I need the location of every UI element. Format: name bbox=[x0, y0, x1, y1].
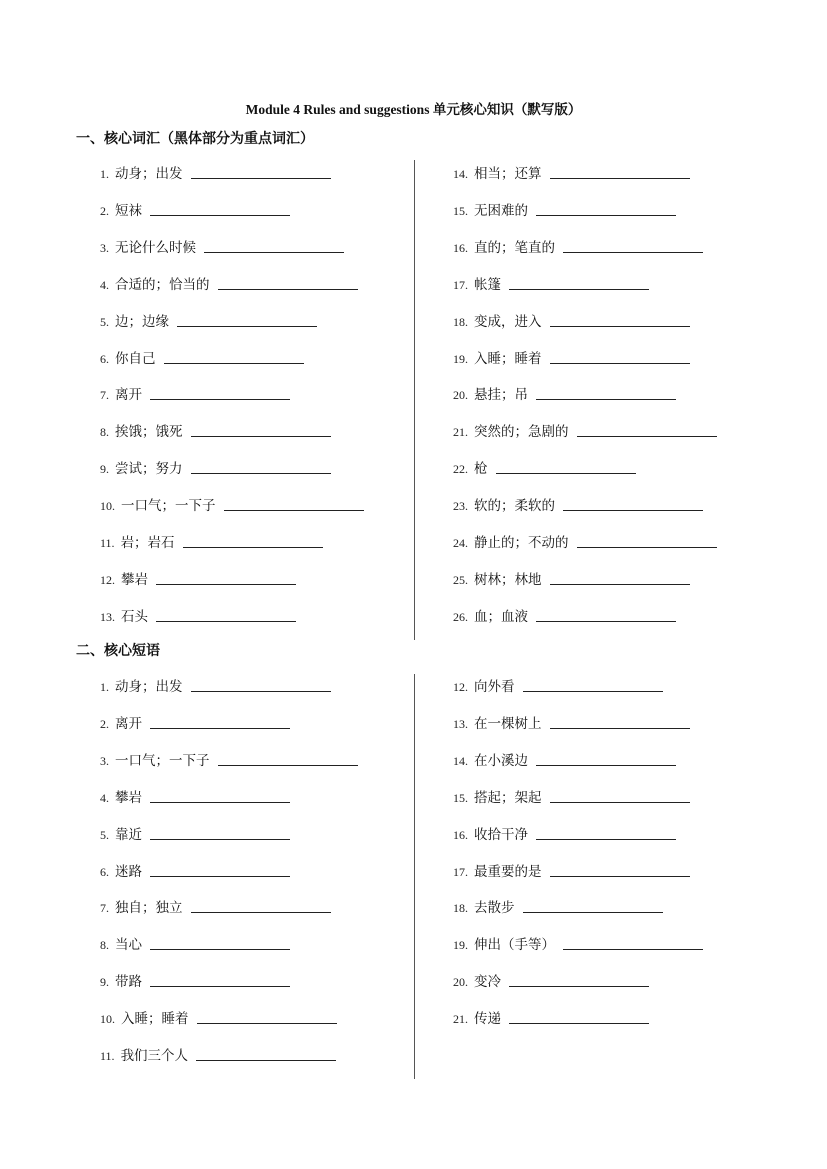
item-label: 迷路 bbox=[115, 863, 142, 880]
item-label: 岩；岩石 bbox=[120, 535, 175, 551]
item-number: 20. bbox=[453, 975, 468, 990]
item-number: 25. bbox=[453, 572, 468, 587]
item-number: 16. bbox=[453, 240, 468, 255]
list-item bbox=[100, 896, 331, 916]
list-item bbox=[100, 162, 331, 182]
list-item bbox=[100, 1044, 336, 1064]
list-item bbox=[100, 420, 331, 440]
answer-blank[interactable] bbox=[150, 727, 290, 729]
list-item bbox=[100, 273, 358, 293]
answer-blank[interactable] bbox=[150, 214, 290, 216]
answer-blank[interactable] bbox=[204, 251, 344, 253]
answer-blank[interactable] bbox=[196, 1059, 336, 1061]
item-label: 枪 bbox=[474, 461, 488, 478]
list-item bbox=[100, 712, 290, 732]
item-label: 独自；独立 bbox=[115, 900, 183, 917]
list-item bbox=[453, 420, 717, 440]
answer-blank[interactable] bbox=[550, 325, 690, 327]
item-label: 直的；笔直的 bbox=[474, 239, 555, 256]
item-number: 19. bbox=[453, 351, 468, 366]
list-item bbox=[453, 1007, 649, 1027]
item-number: 10. bbox=[100, 1012, 115, 1027]
answer-blank[interactable] bbox=[577, 435, 717, 437]
item-label: 入睡；睡着 bbox=[121, 1011, 189, 1028]
item-label: 合适的；恰当的 bbox=[115, 276, 210, 293]
item-number: 1. bbox=[100, 680, 109, 694]
answer-blank[interactable] bbox=[183, 546, 323, 548]
section-heading-phrases: 二、核心短语 bbox=[76, 643, 160, 659]
item-label: 短袜 bbox=[115, 202, 142, 219]
list-item bbox=[453, 347, 690, 367]
answer-blank[interactable] bbox=[523, 690, 663, 692]
item-number: 11. bbox=[100, 1049, 115, 1063]
list-item bbox=[100, 531, 323, 551]
item-number: 21. bbox=[453, 425, 468, 440]
item-label: 靠近 bbox=[115, 826, 142, 843]
list-item bbox=[100, 933, 290, 953]
item-label: 离开 bbox=[115, 715, 142, 732]
list-item bbox=[453, 568, 690, 588]
item-number: 21. bbox=[453, 1012, 468, 1027]
item-label: 石头 bbox=[121, 608, 148, 625]
answer-blank[interactable] bbox=[563, 948, 703, 950]
answer-blank[interactable] bbox=[150, 801, 290, 803]
item-label: 血；血液 bbox=[474, 608, 528, 625]
item-number: 15. bbox=[453, 790, 468, 805]
item-number: 22. bbox=[453, 462, 468, 477]
list-item bbox=[453, 273, 649, 293]
item-number: 12. bbox=[453, 680, 468, 694]
item-number: 24. bbox=[453, 536, 468, 550]
item-number: 4. bbox=[100, 790, 109, 805]
list-item bbox=[100, 568, 296, 588]
list-item bbox=[453, 605, 676, 625]
item-label: 当心 bbox=[115, 937, 142, 954]
list-item bbox=[453, 494, 703, 514]
item-label: 软的；柔软的 bbox=[474, 498, 555, 515]
answer-blank[interactable] bbox=[509, 985, 649, 987]
item-label: 挨饿；饿死 bbox=[115, 424, 183, 441]
item-label: 无论什么时候 bbox=[115, 239, 196, 256]
list-item bbox=[453, 162, 690, 182]
item-label: 攀岩 bbox=[115, 789, 142, 806]
list-item bbox=[453, 896, 663, 916]
item-number: 14. bbox=[453, 753, 468, 768]
list-item bbox=[453, 531, 717, 551]
item-label: 边；边缘 bbox=[115, 313, 169, 330]
answer-blank[interactable] bbox=[191, 911, 331, 913]
item-label: 树林；林地 bbox=[474, 571, 542, 588]
answer-blank[interactable] bbox=[150, 985, 290, 987]
answer-blank[interactable] bbox=[177, 325, 317, 327]
item-label: 传递 bbox=[474, 1011, 501, 1028]
answer-blank[interactable] bbox=[509, 1022, 649, 1024]
answer-blank[interactable] bbox=[536, 764, 676, 766]
item-number: 14. bbox=[453, 167, 468, 181]
item-number: 17. bbox=[453, 864, 468, 879]
answer-blank[interactable] bbox=[191, 177, 331, 179]
item-label: 无困难的 bbox=[474, 202, 528, 219]
answer-blank[interactable] bbox=[156, 583, 296, 585]
item-number: 11. bbox=[100, 536, 115, 550]
answer-blank[interactable] bbox=[150, 948, 290, 950]
list-item bbox=[100, 457, 331, 477]
list-item bbox=[100, 823, 290, 843]
column-divider bbox=[414, 674, 415, 1079]
item-number: 23. bbox=[453, 499, 468, 514]
item-number: 15. bbox=[453, 203, 468, 218]
item-label: 一口气；一下子 bbox=[115, 752, 210, 769]
list-item bbox=[100, 749, 358, 769]
item-number: 18. bbox=[453, 901, 468, 916]
answer-blank[interactable] bbox=[536, 838, 676, 840]
item-number: 8. bbox=[100, 938, 109, 953]
answer-blank[interactable] bbox=[150, 398, 290, 400]
answer-blank[interactable] bbox=[536, 620, 676, 622]
answer-blank[interactable] bbox=[224, 509, 364, 511]
item-number: 3. bbox=[100, 753, 109, 768]
list-item bbox=[100, 970, 290, 990]
answer-blank[interactable] bbox=[191, 435, 331, 437]
item-number: 12. bbox=[100, 572, 115, 587]
answer-blank[interactable] bbox=[550, 177, 690, 179]
item-number: 7. bbox=[100, 901, 109, 916]
list-item bbox=[453, 823, 676, 843]
item-label: 相当；还算 bbox=[474, 166, 542, 182]
item-number: 5. bbox=[100, 827, 109, 842]
item-number: 5. bbox=[100, 314, 109, 329]
answer-blank[interactable] bbox=[536, 214, 676, 216]
answer-blank[interactable] bbox=[150, 838, 290, 840]
list-item bbox=[100, 236, 344, 256]
item-label: 向外看 bbox=[474, 679, 515, 695]
item-number: 18. bbox=[453, 314, 468, 329]
item-label: 突然的；急剧的 bbox=[474, 424, 569, 441]
list-item bbox=[100, 860, 290, 880]
answer-blank[interactable] bbox=[156, 620, 296, 622]
item-number: 26. bbox=[453, 609, 468, 624]
item-number: 13. bbox=[453, 716, 468, 731]
item-label: 动身；出发 bbox=[115, 679, 183, 695]
list-item bbox=[100, 786, 290, 806]
item-number: 8. bbox=[100, 425, 109, 440]
answer-blank[interactable] bbox=[191, 690, 331, 692]
item-label: 最重要的是 bbox=[474, 863, 542, 880]
answer-blank[interactable] bbox=[550, 875, 690, 877]
list-item bbox=[453, 236, 703, 256]
column-divider bbox=[414, 160, 415, 640]
item-label: 在小溪边 bbox=[474, 752, 528, 769]
list-item bbox=[100, 310, 317, 330]
answer-blank[interactable] bbox=[550, 727, 690, 729]
item-number: 20. bbox=[453, 388, 468, 403]
item-number: 4. bbox=[100, 277, 109, 292]
list-item bbox=[453, 199, 676, 219]
item-number: 13. bbox=[100, 609, 115, 624]
item-label: 在一棵树上 bbox=[474, 715, 542, 732]
item-number: 2. bbox=[100, 203, 109, 218]
item-label: 帐篷 bbox=[474, 276, 501, 293]
answer-blank[interactable] bbox=[550, 583, 690, 585]
item-number: 16. bbox=[453, 827, 468, 842]
answer-blank[interactable] bbox=[550, 362, 690, 364]
item-label: 伸出（手等） bbox=[474, 937, 555, 954]
item-number: 9. bbox=[100, 975, 109, 990]
answer-blank[interactable] bbox=[536, 398, 676, 400]
item-number: 9. bbox=[100, 462, 109, 477]
answer-blank[interactable] bbox=[218, 764, 358, 766]
answer-blank[interactable] bbox=[523, 911, 663, 913]
list-item bbox=[100, 199, 290, 219]
list-item bbox=[453, 310, 690, 330]
answer-blank[interactable] bbox=[191, 472, 331, 474]
item-label: 离开 bbox=[115, 387, 142, 404]
item-number: 3. bbox=[100, 240, 109, 255]
answer-blank[interactable] bbox=[218, 288, 358, 290]
list-item bbox=[453, 749, 676, 769]
item-number: 6. bbox=[100, 351, 109, 366]
list-item bbox=[100, 383, 290, 403]
answer-blank[interactable] bbox=[150, 875, 290, 877]
item-label: 我们三个人 bbox=[120, 1048, 189, 1064]
item-label: 一口气；一下子 bbox=[121, 498, 216, 515]
page-title: Module 4 Rules and suggestions 单元核心知识（默写版） bbox=[245, 102, 582, 117]
list-item bbox=[453, 675, 663, 695]
answer-blank[interactable] bbox=[563, 251, 703, 253]
list-item bbox=[453, 860, 690, 880]
list-item bbox=[100, 347, 304, 367]
answer-blank[interactable] bbox=[577, 546, 717, 548]
item-number: 10. bbox=[100, 499, 115, 514]
item-label: 入睡；睡着 bbox=[474, 350, 542, 367]
list-item bbox=[453, 457, 636, 477]
answer-blank[interactable] bbox=[509, 288, 649, 290]
list-item bbox=[453, 786, 690, 806]
list-item bbox=[100, 605, 296, 625]
item-label: 你自己 bbox=[115, 350, 156, 367]
list-item bbox=[100, 675, 331, 695]
item-label: 静止的；不动的 bbox=[474, 535, 569, 551]
list-item bbox=[100, 1007, 337, 1027]
item-number: 6. bbox=[100, 864, 109, 879]
item-number: 7. bbox=[100, 388, 109, 403]
item-label: 收拾干净 bbox=[474, 826, 528, 843]
item-label: 变成，进入 bbox=[474, 313, 542, 330]
item-label: 攀岩 bbox=[121, 571, 148, 588]
item-number: 17. bbox=[453, 277, 468, 292]
answer-blank[interactable] bbox=[496, 472, 636, 474]
item-number: 1. bbox=[100, 167, 109, 181]
item-label: 悬挂；吊 bbox=[474, 387, 528, 404]
answer-blank[interactable] bbox=[164, 362, 304, 364]
list-item bbox=[453, 712, 690, 732]
list-item bbox=[453, 933, 703, 953]
section-heading-vocabulary: 一、核心词汇（黑体部分为重点词汇） bbox=[76, 131, 314, 147]
item-label: 动身；出发 bbox=[115, 166, 183, 182]
item-label: 去散步 bbox=[474, 900, 515, 917]
answer-blank[interactable] bbox=[550, 801, 690, 803]
list-item bbox=[453, 383, 676, 403]
item-number: 19. bbox=[453, 938, 468, 953]
item-label: 带路 bbox=[115, 974, 142, 991]
list-item bbox=[100, 494, 364, 514]
answer-blank[interactable] bbox=[197, 1022, 337, 1024]
list-item bbox=[453, 970, 649, 990]
item-number: 2. bbox=[100, 716, 109, 731]
item-label: 尝试；努力 bbox=[115, 461, 183, 478]
answer-blank[interactable] bbox=[563, 509, 703, 511]
item-label: 搭起；架起 bbox=[474, 789, 542, 806]
item-label: 变冷 bbox=[474, 974, 501, 991]
